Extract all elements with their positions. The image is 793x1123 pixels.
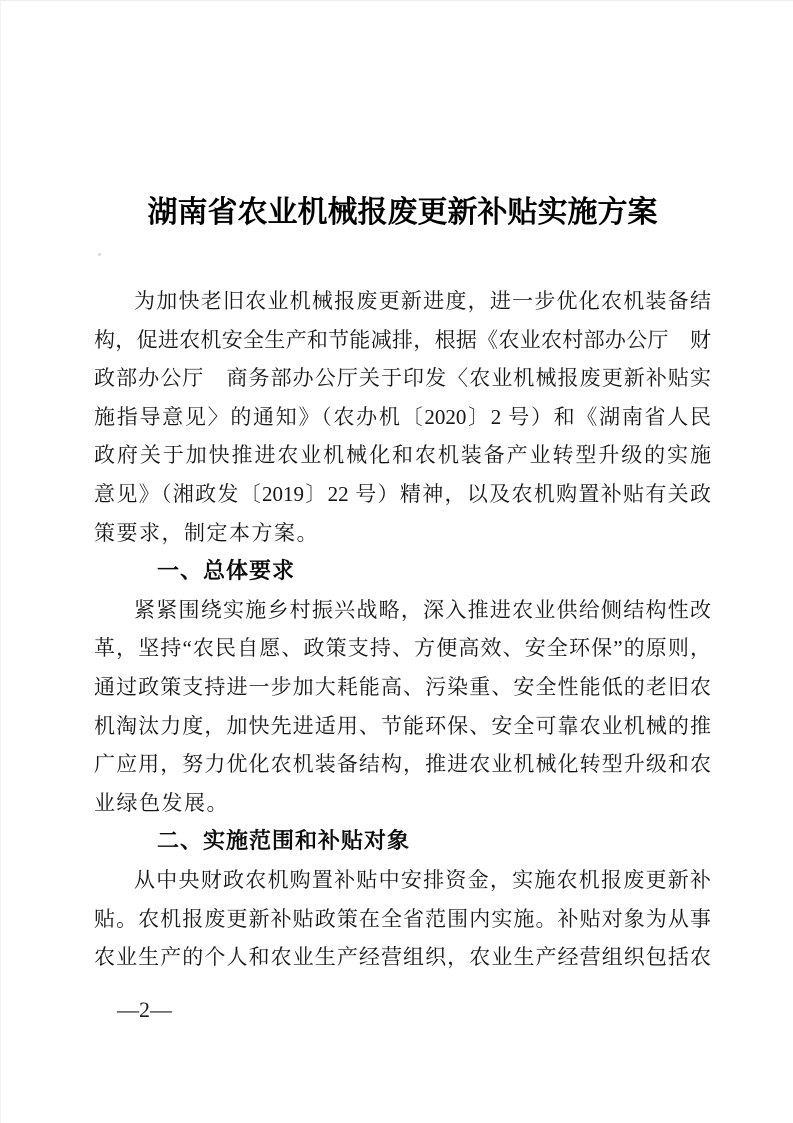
text-line: 构，促进农机安全生产和节能减排，根据《农业农村部办公厅 财: [94, 327, 711, 352]
text-line: 策要求，制定本方案。: [94, 520, 319, 545]
page-number: —2—: [117, 997, 172, 1022]
text-line: 从中央财政农机购置补贴中安排资金，实施农机报废更新补: [134, 867, 711, 892]
text-line: 业绿色发展。: [94, 790, 229, 815]
text-line: 革，坚持“农民自愿、政策支持、方便高效、安全环保”的原则，: [94, 636, 711, 661]
text-line: 为加快老旧农业机械报废更新进度，进一步优化农机装备结: [134, 289, 711, 313]
text-line: 政府关于加快推进农业机械化和农机装备产业转型升级的实施: [94, 443, 711, 468]
document-title: 湖南省农业机械报废更新补贴实施方案: [147, 196, 658, 229]
text-line: 紧紧围绕实施乡村振兴战略，深入推进农业供给侧结构性改: [134, 597, 711, 622]
scan-artifact: [98, 253, 101, 256]
text-line: 广应用，努力优化农机装备结构，推进农业机械化转型升级和农: [94, 752, 711, 777]
section-heading: 一、总体要求: [157, 558, 296, 584]
text-line: 农业生产的个人和农业生产经营组织，农业生产经营组织包括农: [94, 945, 711, 970]
text-line: 政部办公厅 商务部办公厅关于印发〈农业机械报废更新补贴实: [94, 366, 711, 391]
text-line: 通过政策支持进一步加大耗能高、污染重、安全性能低的老旧农: [94, 674, 711, 699]
text-line: 机淘汰力度，加快先进适用、节能环保、安全可靠农业机械的推: [94, 713, 711, 738]
section-heading: 二、实施范围和补贴对象: [157, 828, 411, 854]
document-body: [94, 282, 711, 977]
text-line: 贴。农机报废更新补贴政策在全省范围内实施。补贴对象为从事: [94, 906, 711, 931]
text-line: 意见》（湘政发〔2019〕22 号）精神，以及农机购置补贴有关政: [94, 481, 711, 506]
text-line: 施指导意见〉的通知》（农办机〔2020〕2 号）和《湖南省人民: [94, 404, 711, 429]
